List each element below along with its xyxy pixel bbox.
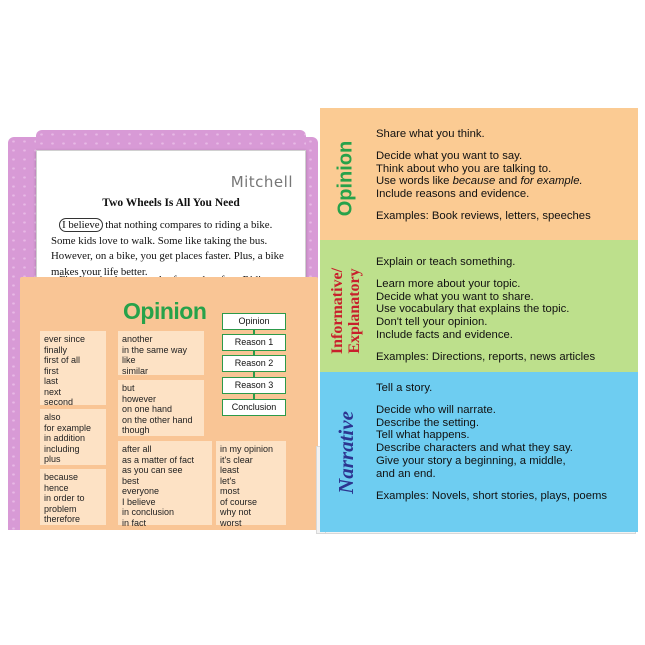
word-item: least bbox=[220, 465, 240, 475]
word-group-compare bbox=[118, 331, 204, 375]
word-item: I believe bbox=[122, 496, 156, 507]
word-item: as a matter of fact bbox=[122, 454, 195, 465]
card-opinion-label-text: Opinion bbox=[334, 140, 357, 216]
card-opinion bbox=[320, 108, 638, 248]
folder-tab bbox=[36, 130, 306, 150]
word-item: of course bbox=[220, 496, 258, 507]
flow-step-reason-1: Reason 1 bbox=[222, 334, 286, 351]
card-line: Decide what you want to share. bbox=[376, 290, 534, 303]
card-line: Describe characters and what they say. bbox=[376, 442, 573, 455]
card-line: Use words like because and for example. bbox=[376, 175, 583, 188]
card-line: Tell a story. bbox=[376, 382, 433, 394]
word-item: plus bbox=[44, 454, 61, 464]
word-item: another bbox=[122, 334, 153, 344]
circled-phrase: I believe bbox=[59, 218, 102, 232]
word-item: first bbox=[44, 365, 59, 376]
card-narrative bbox=[320, 372, 638, 532]
word-item: also bbox=[44, 412, 61, 422]
card-line: Think about who you are talking to. bbox=[376, 162, 552, 175]
word-item: though bbox=[122, 425, 150, 435]
word-item: in conclusion bbox=[122, 507, 175, 517]
word-item: second bbox=[44, 397, 74, 407]
essay-title: Two Wheels Is All You Need bbox=[102, 197, 240, 209]
card-line: and an end. bbox=[376, 467, 436, 480]
card-informative-label-text bbox=[329, 268, 363, 354]
card-line: Use vocabulary that explains the topic. bbox=[376, 303, 570, 316]
word-item: last bbox=[44, 376, 59, 386]
card-line: Describe the setting. bbox=[376, 416, 479, 429]
card-line: Examples: Book reviews, letters, speeches bbox=[376, 209, 591, 222]
word-item: it's clear bbox=[220, 454, 253, 465]
word-group-addition bbox=[40, 409, 106, 465]
word-item: problem bbox=[44, 503, 77, 514]
card-informative-label bbox=[320, 240, 372, 382]
card-opinion-body bbox=[376, 128, 632, 223]
card-line: Examples: Directions, reports, news articles bbox=[376, 350, 596, 363]
card-narrative-label-text: Narrative bbox=[333, 410, 358, 494]
word-item: on one hand bbox=[122, 404, 173, 414]
word-item: hence bbox=[44, 482, 69, 493]
word-item: including bbox=[44, 443, 80, 454]
word-item: as you can see bbox=[122, 465, 183, 475]
card-line: Explain or teach something. bbox=[376, 256, 516, 268]
word-item: why not bbox=[220, 507, 252, 517]
word-group-conclusion bbox=[118, 441, 212, 528]
word-group-cause bbox=[40, 469, 106, 525]
word-item: worst bbox=[220, 517, 242, 528]
flow-step-reason-3: Reason 3 bbox=[222, 377, 286, 394]
word-item: on the other hand bbox=[122, 414, 193, 425]
word-item: best bbox=[122, 475, 140, 486]
word-item: ever since bbox=[44, 334, 86, 344]
word-item: because bbox=[44, 472, 79, 482]
card-line: Include reasons and evidence. bbox=[376, 188, 530, 201]
word-item: in the same way bbox=[122, 344, 188, 355]
label-line: Explanatory bbox=[346, 268, 364, 354]
word-item: similar bbox=[122, 365, 148, 376]
label-line: Informative/ bbox=[329, 267, 347, 355]
word-item: let's bbox=[220, 475, 236, 486]
card-line: Include facts and evidence. bbox=[376, 328, 513, 341]
card-line: Examples: Novels, short stories, plays, poems bbox=[376, 489, 608, 502]
card-line: Decide what you want to say. bbox=[376, 149, 523, 162]
flow-step-conclusion: Conclusion bbox=[222, 399, 286, 416]
word-item: most bbox=[220, 486, 240, 496]
opinion-pocket-title: Opinion bbox=[123, 298, 207, 324]
card-line: Decide who will narrate. bbox=[376, 403, 496, 416]
word-item: but bbox=[122, 383, 135, 393]
essay-paragraph-1 bbox=[51, 218, 295, 280]
word-item: however bbox=[122, 393, 157, 404]
essay-paragraph-1-text: that nothing compares to riding a bike. Some kids love to walk. Some like taking the bus. However, on a bike, you get places faster. Plus, a bike makes your life better. bbox=[51, 219, 284, 278]
flow-step-opinion: Opinion bbox=[222, 313, 286, 330]
word-item: after all bbox=[122, 444, 152, 454]
word-group-sequence bbox=[40, 331, 106, 405]
card-opinion-label bbox=[320, 108, 372, 248]
card-line: Learn more about your topic. bbox=[376, 277, 521, 290]
card-informative-body bbox=[376, 256, 632, 364]
flow-step-reason-2: Reason 2 bbox=[222, 355, 286, 372]
word-item: in order to bbox=[44, 493, 85, 503]
word-group-opinion bbox=[216, 441, 286, 528]
word-item: finally bbox=[44, 344, 68, 355]
word-item: everyone bbox=[122, 486, 160, 496]
card-line: Tell what happens. bbox=[376, 429, 470, 442]
card-line: Share what you think. bbox=[376, 128, 485, 140]
card-narrative-label bbox=[320, 372, 372, 532]
card-narrative-body bbox=[376, 382, 632, 502]
word-item: in my opinion bbox=[220, 444, 274, 454]
word-item: in fact bbox=[122, 517, 147, 528]
word-group-contrast bbox=[118, 380, 204, 436]
card-line: Don't tell your opinion. bbox=[376, 316, 488, 329]
word-item: therefore bbox=[44, 514, 81, 524]
word-item: first of all bbox=[44, 355, 81, 365]
essay-author: Mitchell bbox=[230, 173, 293, 191]
word-item: like bbox=[122, 355, 136, 365]
card-informative bbox=[320, 240, 638, 382]
card-line: Give your story a beginning, a middle, bbox=[376, 454, 566, 467]
word-item: for example bbox=[44, 422, 92, 433]
word-item: next bbox=[44, 386, 62, 397]
word-item: in addition bbox=[44, 433, 86, 443]
